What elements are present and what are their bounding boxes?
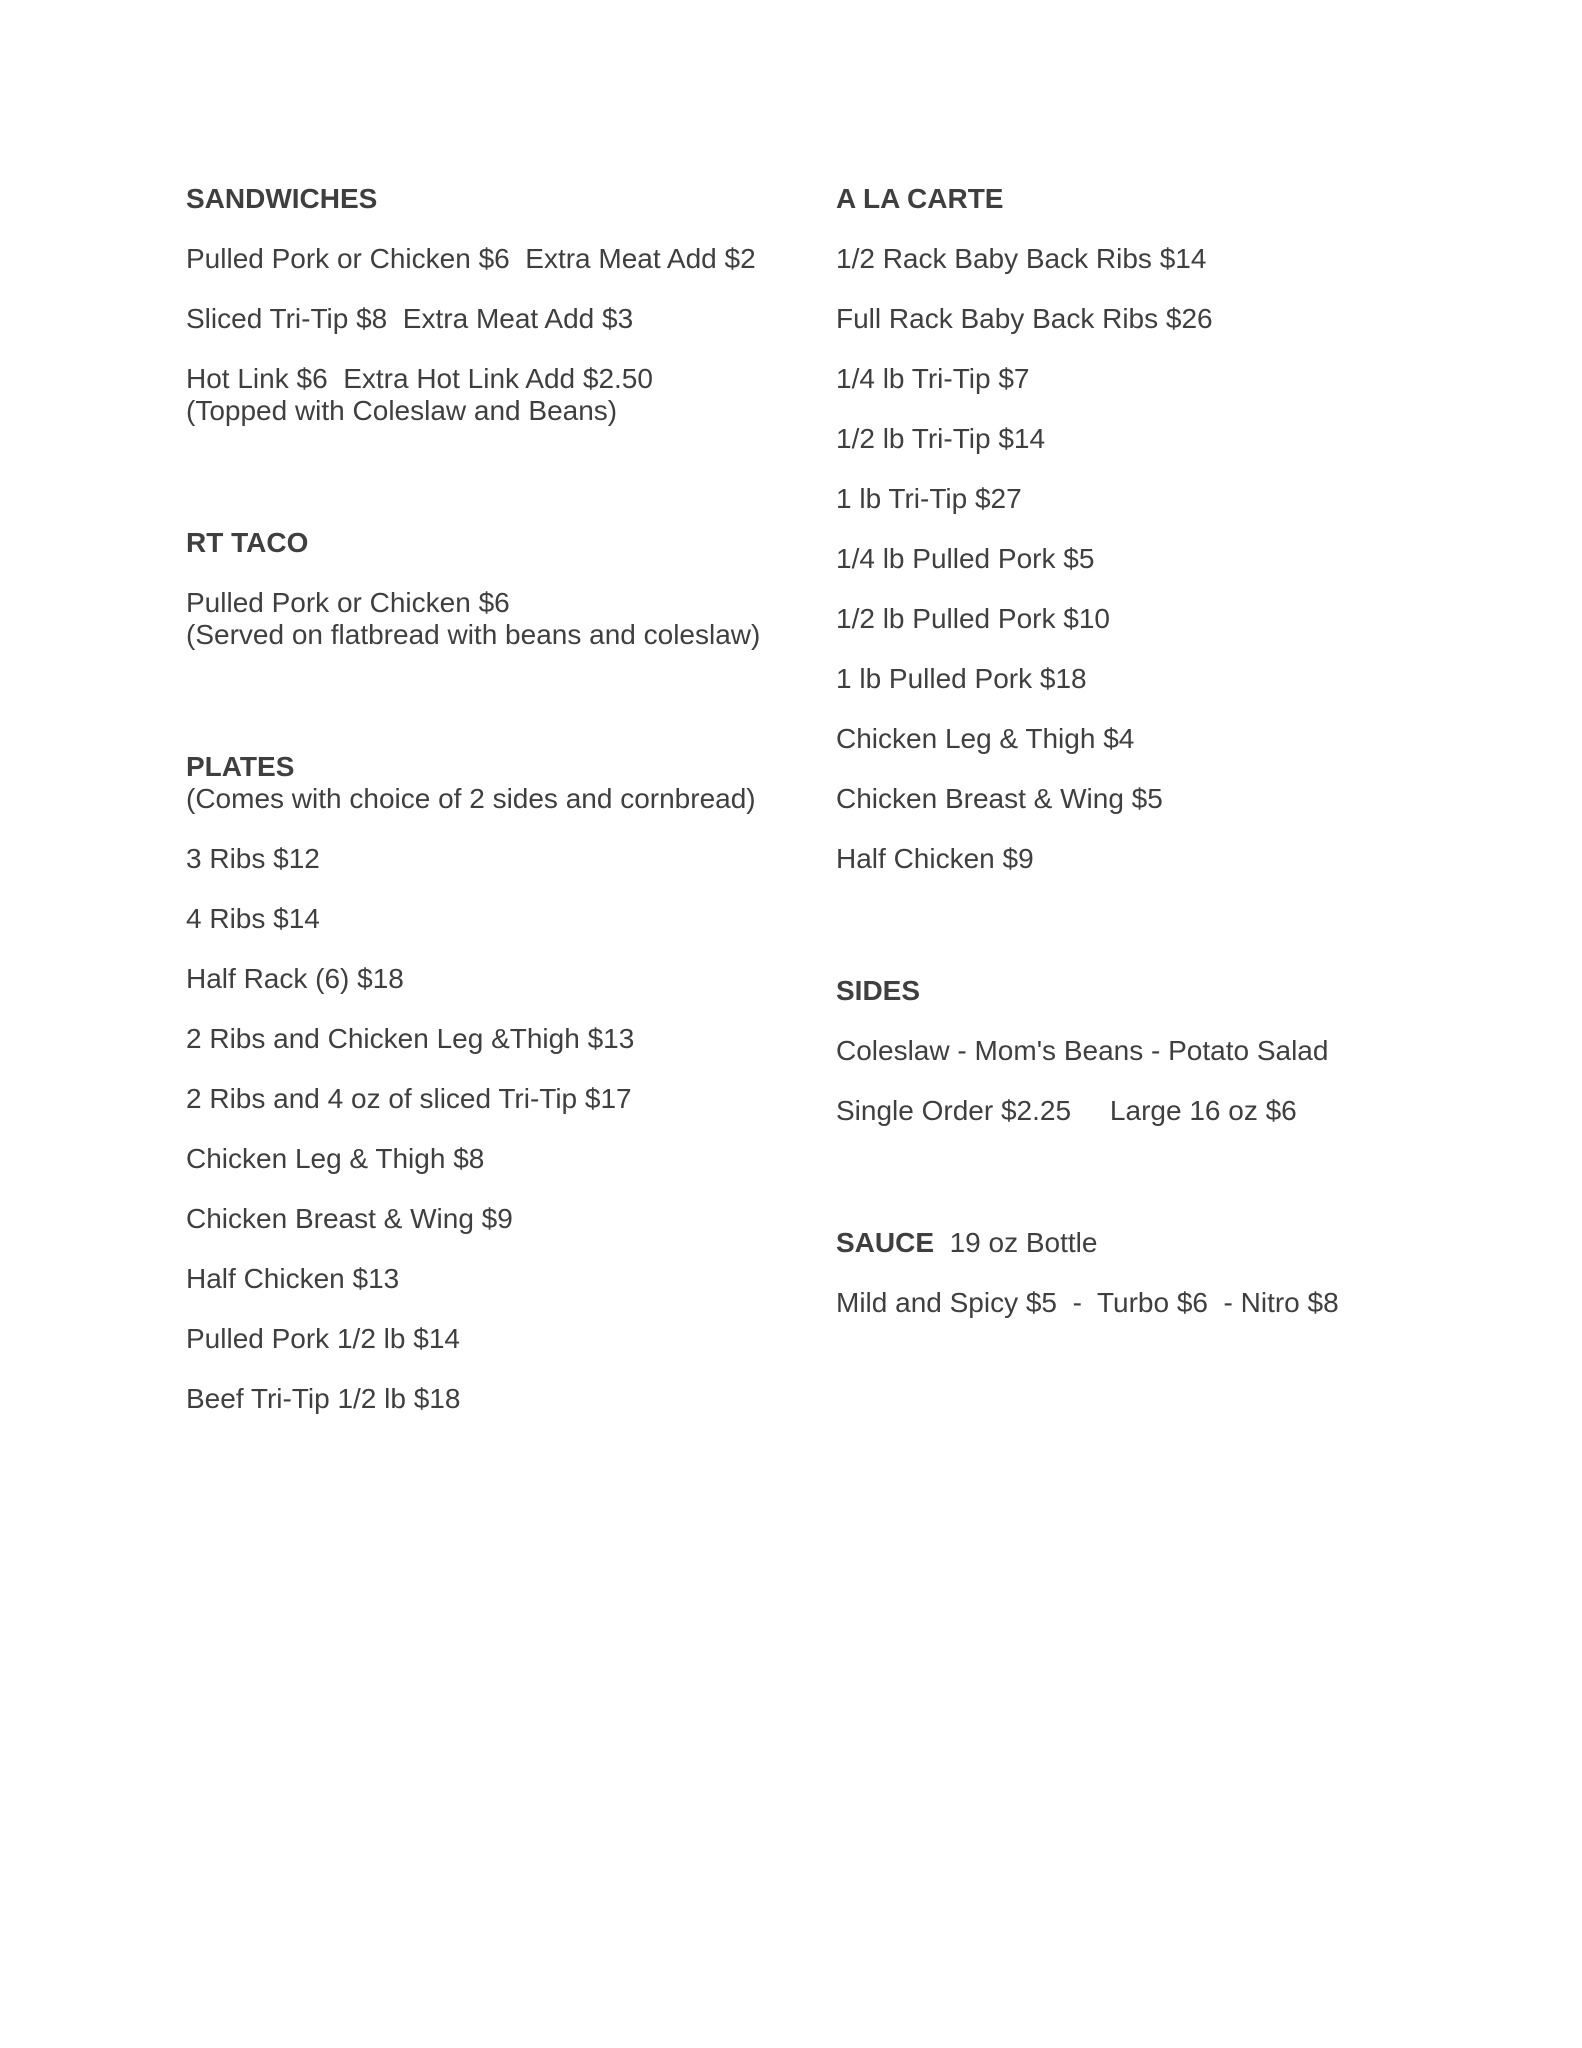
plate-item: Half Chicken $13 — [186, 1263, 400, 1294]
a-la-carte-item: 1/2 Rack Baby Back Ribs $14 — [836, 243, 1207, 274]
sauce-prices: Mild and Spicy $5 - Turbo $6 - Nitro $8 — [836, 1287, 1339, 1318]
sauce-size: 19 oz Bottle — [934, 1227, 1098, 1258]
plate-item: 3 Ribs $12 — [186, 843, 320, 874]
a-la-carte-item: Chicken Leg & Thigh $4 — [836, 723, 1135, 754]
plate-item: Half Rack (6) $18 — [186, 963, 404, 994]
plate-item: 4 Ribs $14 — [186, 903, 320, 934]
rt-taco-section — [186, 527, 806, 651]
a-la-carte-section — [836, 183, 1456, 875]
sandwich-item: Hot Link $6 Extra Hot Link Add $2.50 — [186, 363, 653, 394]
sauce-section — [836, 1227, 1456, 1319]
rt-taco-title: RT TACO — [186, 527, 309, 558]
plates-title: PLATES — [186, 751, 295, 782]
plate-item: 2 Ribs and Chicken Leg &Thigh $13 — [186, 1023, 635, 1054]
a-la-carte-item: 1/4 lb Tri-Tip $7 — [836, 363, 1030, 394]
sandwich-item: Sliced Tri-Tip $8 Extra Meat Add $3 — [186, 303, 634, 334]
a-la-carte-item: 1/2 lb Tri-Tip $14 — [836, 423, 1046, 454]
sides-title: SIDES — [836, 975, 921, 1006]
a-la-carte-title: A LA CARTE — [836, 183, 1004, 214]
plate-item: 2 Ribs and 4 oz of sliced Tri-Tip $17 — [186, 1083, 632, 1114]
sauce-title: SAUCE — [836, 1227, 935, 1258]
right-column — [836, 183, 1456, 1319]
a-la-carte-item: Full Rack Baby Back Ribs $26 — [836, 303, 1213, 334]
sides-prices: Single Order $2.25 Large 16 oz $6 — [836, 1095, 1297, 1126]
taco-item: Pulled Pork or Chicken $6 — [186, 587, 510, 618]
left-column — [186, 183, 806, 1415]
plate-item: Chicken Leg & Thigh $8 — [186, 1143, 485, 1174]
sauce-heading — [836, 1227, 1456, 1259]
a-la-carte-item: Chicken Breast & Wing $5 — [836, 783, 1163, 814]
a-la-carte-item: 1 lb Pulled Pork $18 — [836, 663, 1087, 694]
a-la-carte-item: 1/2 lb Pulled Pork $10 — [836, 603, 1110, 634]
sides-section — [836, 975, 1456, 1127]
taco-note: (Served on flatbread with beans and coleslaw) — [186, 619, 761, 650]
plates-section — [186, 751, 806, 1415]
sides-list: Coleslaw - Mom's Beans - Potato Salad — [836, 1035, 1329, 1066]
plate-item: Beef Tri-Tip 1/2 lb $18 — [186, 1383, 461, 1414]
plates-note: (Comes with choice of 2 sides and cornbread) — [186, 783, 756, 814]
sandwich-note: (Topped with Coleslaw and Beans) — [186, 395, 618, 426]
sandwiches-title: SANDWICHES — [186, 183, 378, 214]
sandwich-item: Pulled Pork or Chicken $6 Extra Meat Add $2 — [186, 243, 756, 274]
a-la-carte-item: Half Chicken $9 — [836, 843, 1034, 874]
a-la-carte-item: 1/4 lb Pulled Pork $5 — [836, 543, 1095, 574]
sandwiches-section — [186, 183, 806, 427]
plate-item: Chicken Breast & Wing $9 — [186, 1203, 513, 1234]
a-la-carte-item: 1 lb Tri-Tip $27 — [836, 483, 1022, 514]
plate-item: Pulled Pork 1/2 lb $14 — [186, 1323, 460, 1354]
